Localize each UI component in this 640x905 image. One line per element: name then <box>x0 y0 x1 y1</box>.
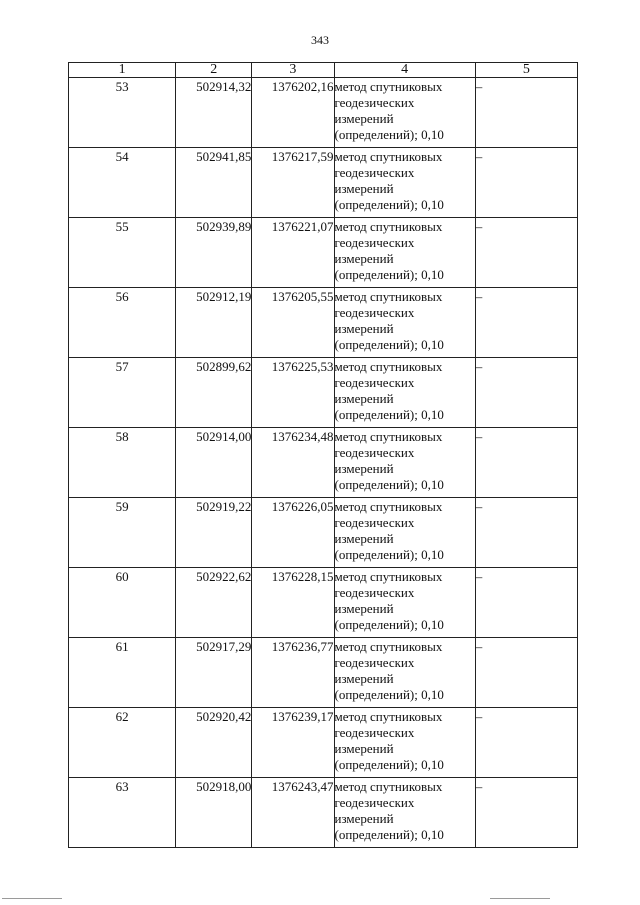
method-line: метод спутниковых <box>334 219 443 234</box>
method-line: измерений <box>334 321 394 336</box>
method-line: измерений <box>334 111 394 126</box>
x-coordinate-cell: 502914,00 <box>176 428 252 498</box>
method-line: геодезических <box>334 235 415 250</box>
column-header-4: 4 <box>334 63 475 78</box>
method-line: (определений); 0,10 <box>334 757 444 772</box>
method-line: (определений); 0,10 <box>334 687 444 702</box>
method-line: метод спутниковых <box>334 569 443 584</box>
scan-artifact-right <box>490 898 550 899</box>
method-line: измерений <box>334 391 394 406</box>
y-coordinate-cell: 1376239,17 <box>252 708 334 778</box>
y-coordinate-cell: 1376205,55 <box>252 288 334 358</box>
method-line: метод спутниковых <box>334 79 443 94</box>
point-number-cell: 58 <box>69 428 176 498</box>
method-line: (определений); 0,10 <box>334 197 444 212</box>
method-line: (определений); 0,10 <box>334 337 444 352</box>
method-line: измерений <box>334 251 394 266</box>
method-line: геодезических <box>334 305 415 320</box>
x-coordinate-cell: 502918,00 <box>176 778 252 848</box>
point-number-cell: 53 <box>69 78 176 148</box>
x-coordinate-cell: 502899,62 <box>176 358 252 428</box>
method-line: измерений <box>334 181 394 196</box>
method-line: (определений); 0,10 <box>334 407 444 422</box>
note-cell: – <box>475 358 577 428</box>
y-coordinate-cell: 1376236,77 <box>252 638 334 708</box>
method-line: измерений <box>334 671 394 686</box>
table-row <box>69 78 578 148</box>
method-cell <box>334 778 475 848</box>
point-number-cell: 57 <box>69 358 176 428</box>
x-coordinate-cell: 502919,22 <box>176 498 252 568</box>
note-cell: – <box>475 498 577 568</box>
table-row <box>69 498 578 568</box>
point-number-cell: 55 <box>69 218 176 288</box>
page-number: 343 <box>311 33 329 47</box>
table-row <box>69 778 578 848</box>
method-cell <box>334 428 475 498</box>
x-coordinate-cell: 502939,89 <box>176 218 252 288</box>
method-line: (определений); 0,10 <box>334 267 444 282</box>
method-cell <box>334 708 475 778</box>
y-coordinate-cell: 1376217,59 <box>252 148 334 218</box>
method-line: геодезических <box>334 655 415 670</box>
method-line: метод спутниковых <box>334 429 443 444</box>
method-cell <box>334 218 475 288</box>
method-line: (определений); 0,10 <box>334 617 444 632</box>
method-line: геодезических <box>334 585 415 600</box>
method-line: геодезических <box>334 725 415 740</box>
x-coordinate-cell: 502922,62 <box>176 568 252 638</box>
method-cell <box>334 498 475 568</box>
note-cell: – <box>475 78 577 148</box>
note-cell: – <box>475 638 577 708</box>
y-coordinate-cell: 1376234,48 <box>252 428 334 498</box>
table-row <box>69 708 578 778</box>
note-cell: – <box>475 428 577 498</box>
method-line: метод спутниковых <box>334 289 443 304</box>
table-row <box>69 288 578 358</box>
table-row <box>69 638 578 708</box>
note-cell: – <box>475 568 577 638</box>
y-coordinate-cell: 1376225,53 <box>252 358 334 428</box>
note-cell: – <box>475 778 577 848</box>
y-coordinate-cell: 1376228,15 <box>252 568 334 638</box>
point-number-cell: 54 <box>69 148 176 218</box>
method-line: геодезических <box>334 95 415 110</box>
point-number-cell: 59 <box>69 498 176 568</box>
method-line: (определений); 0,10 <box>334 477 444 492</box>
method-line: геодезических <box>334 165 415 180</box>
method-line: геодезических <box>334 515 415 530</box>
coordinates-table <box>68 62 578 848</box>
method-line: метод спутниковых <box>334 709 443 724</box>
table-row <box>69 218 578 288</box>
method-line: метод спутниковых <box>334 779 443 794</box>
method-line: метод спутниковых <box>334 499 443 514</box>
method-line: геодезических <box>334 795 415 810</box>
column-header-2: 2 <box>176 63 252 78</box>
method-cell <box>334 568 475 638</box>
method-line: измерений <box>334 461 394 476</box>
table-row <box>69 358 578 428</box>
method-line: метод спутниковых <box>334 149 443 164</box>
method-line: измерений <box>334 741 394 756</box>
method-line: (определений); 0,10 <box>334 827 444 842</box>
note-cell: – <box>475 708 577 778</box>
y-coordinate-cell: 1376202,16 <box>252 78 334 148</box>
method-line: метод спутниковых <box>334 639 443 654</box>
method-line: измерений <box>334 531 394 546</box>
y-coordinate-cell: 1376221,07 <box>252 218 334 288</box>
method-line: (определений); 0,10 <box>334 127 444 142</box>
method-line: измерений <box>334 811 394 826</box>
note-cell: – <box>475 218 577 288</box>
method-line: (определений); 0,10 <box>334 547 444 562</box>
method-cell <box>334 148 475 218</box>
y-coordinate-cell: 1376226,05 <box>252 498 334 568</box>
table-row <box>69 148 578 218</box>
method-line: измерений <box>334 601 394 616</box>
table-row <box>69 428 578 498</box>
method-line: геодезических <box>334 445 415 460</box>
note-cell: – <box>475 288 577 358</box>
point-number-cell: 61 <box>69 638 176 708</box>
method-cell <box>334 78 475 148</box>
point-number-cell: 56 <box>69 288 176 358</box>
method-line: метод спутниковых <box>334 359 443 374</box>
y-coordinate-cell: 1376243,47 <box>252 778 334 848</box>
x-coordinate-cell: 502914,32 <box>176 78 252 148</box>
table-body <box>69 78 578 848</box>
scan-artifact-left <box>2 898 62 899</box>
note-cell: – <box>475 148 577 218</box>
table-header-row <box>69 63 578 78</box>
method-cell <box>334 358 475 428</box>
method-line: геодезических <box>334 375 415 390</box>
column-header-3: 3 <box>252 63 334 78</box>
x-coordinate-cell: 502917,29 <box>176 638 252 708</box>
point-number-cell: 62 <box>69 708 176 778</box>
column-header-5: 5 <box>475 63 577 78</box>
x-coordinate-cell: 502920,42 <box>176 708 252 778</box>
method-cell <box>334 288 475 358</box>
method-cell <box>334 638 475 708</box>
point-number-cell: 63 <box>69 778 176 848</box>
column-header-1: 1 <box>69 63 176 78</box>
x-coordinate-cell: 502941,85 <box>176 148 252 218</box>
point-number-cell: 60 <box>69 568 176 638</box>
x-coordinate-cell: 502912,19 <box>176 288 252 358</box>
table-row <box>69 568 578 638</box>
